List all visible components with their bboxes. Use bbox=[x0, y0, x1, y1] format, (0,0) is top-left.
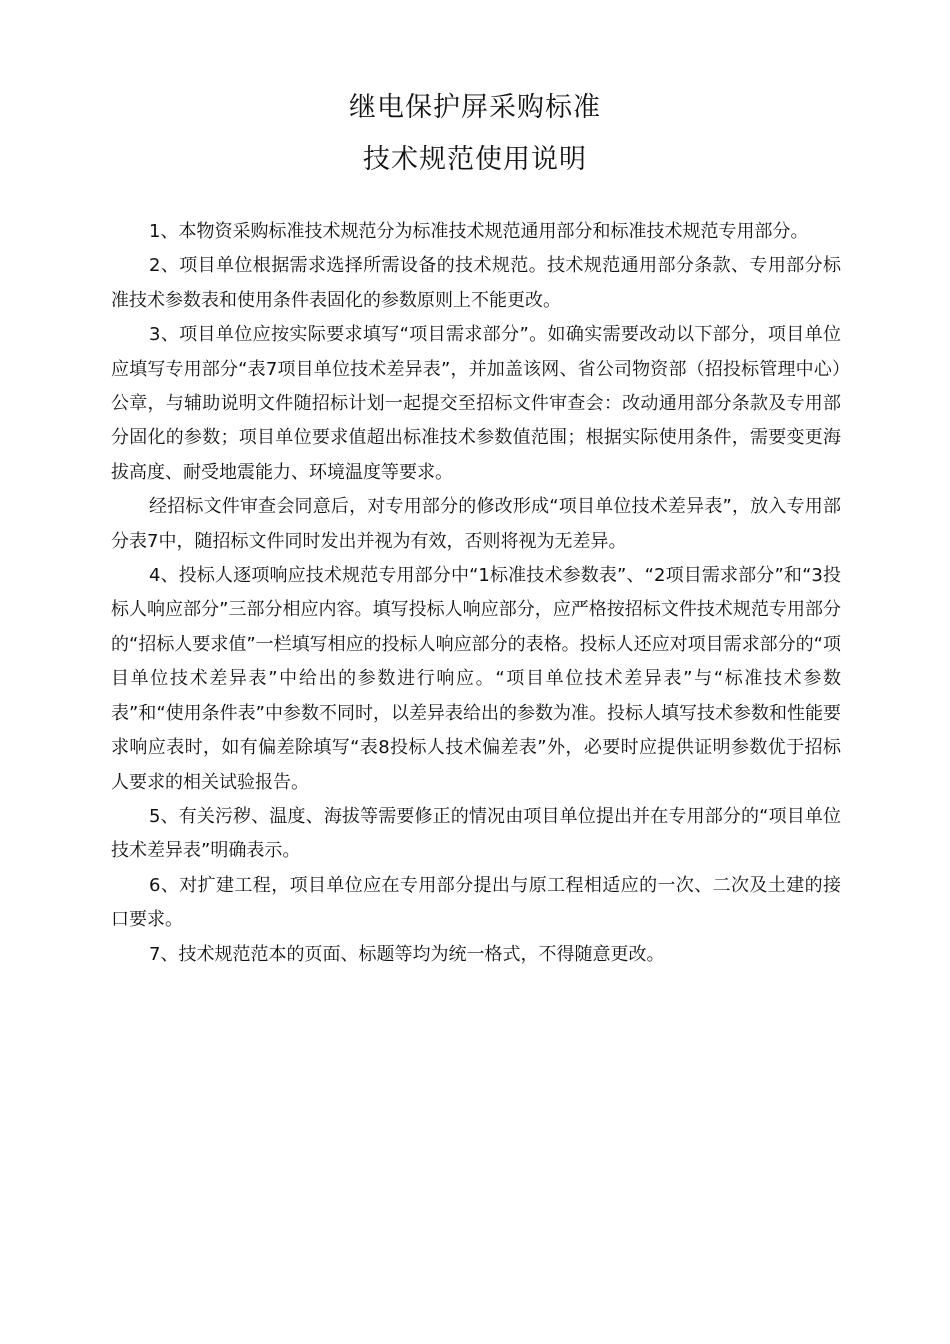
document-title bbox=[0, 82, 950, 186]
paragraph-5: 5、有关污秽、温度、海拔等需要修正的情况由项目单位提出并在专用部分的“项目单位技术差异表”明确表示。 bbox=[111, 805, 841, 862]
paragraph-7: 7、技术规范范本的页面、标题等均为统一格式，不得随意更改。 bbox=[149, 943, 665, 965]
paragraph-3: 3、项目单位应按实际要求填写“项目需求部分”。如确实需要改动以下部分，项目单位应填写专用部分“表7项目单位技术差异表”，并加盖该网、省公司物资部（招投标管理中心）公章，与辅助说明文件随招标计划一起提交至招标文件审查会：改动通用部分条款及专用部分固化的参数；项目单位要求值超出标准技术参数值范围；根据实际使用条件，需要变更海拔高度、耐受地震能力、环境温度等要求。 bbox=[111, 324, 841, 483]
paragraph-2: 2、项目单位根据需求选择所需设备的技术规范。技术规范通用部分条款、专用部分标准技术参数表和使用条件表固化的参数原则上不能更改。 bbox=[111, 255, 841, 311]
title-line-2: 技术规范使用说明 bbox=[363, 144, 587, 175]
document-body bbox=[111, 215, 841, 972]
paragraph-3-continuation: 经招标文件审查会同意后，对专用部分的修改形成“项目单位技术差异表”，放入专用部分表7中，随招标文件同时发出并视为有效，否则将视为无差异。 bbox=[111, 496, 841, 552]
paragraph-1: 1、本物资采购标准技术规范分为标准技术规范通用部分和标准技术规范专用部分。 bbox=[149, 221, 809, 242]
title-line-1: 继电保护屏采购标准 bbox=[349, 92, 601, 123]
paragraph-4: 4、投标人逐项响应技术规范专用部分中“1标准技术参数表”、“2项目需求部分”和“3投标人响应部分”三部分相应内容。填写投标人响应部分，应严格按招标文件技术规范专用部分的“招标人要求值”一栏填写相应的投标人响应部分的表格。投标人还应对项目需求部分的“项目单位技术差异表”中给出的参数进行响应。“项目单位技术差异表”与“标准技术参数表”和“使用条件表”中参数不同时，以差异表给出的参数为准。投标人填写技术参数和性能要求响应表时，如有偏差除填写“表8投标人技术偏差表”外，必要时应提供证明参数优于招标人要求的相关试验报告。 bbox=[111, 565, 841, 793]
paragraph-6: 6、对扩建工程，项目单位应在专用部分提出与原工程相适应的一次、二次及土建的接口要求。 bbox=[111, 874, 841, 931]
